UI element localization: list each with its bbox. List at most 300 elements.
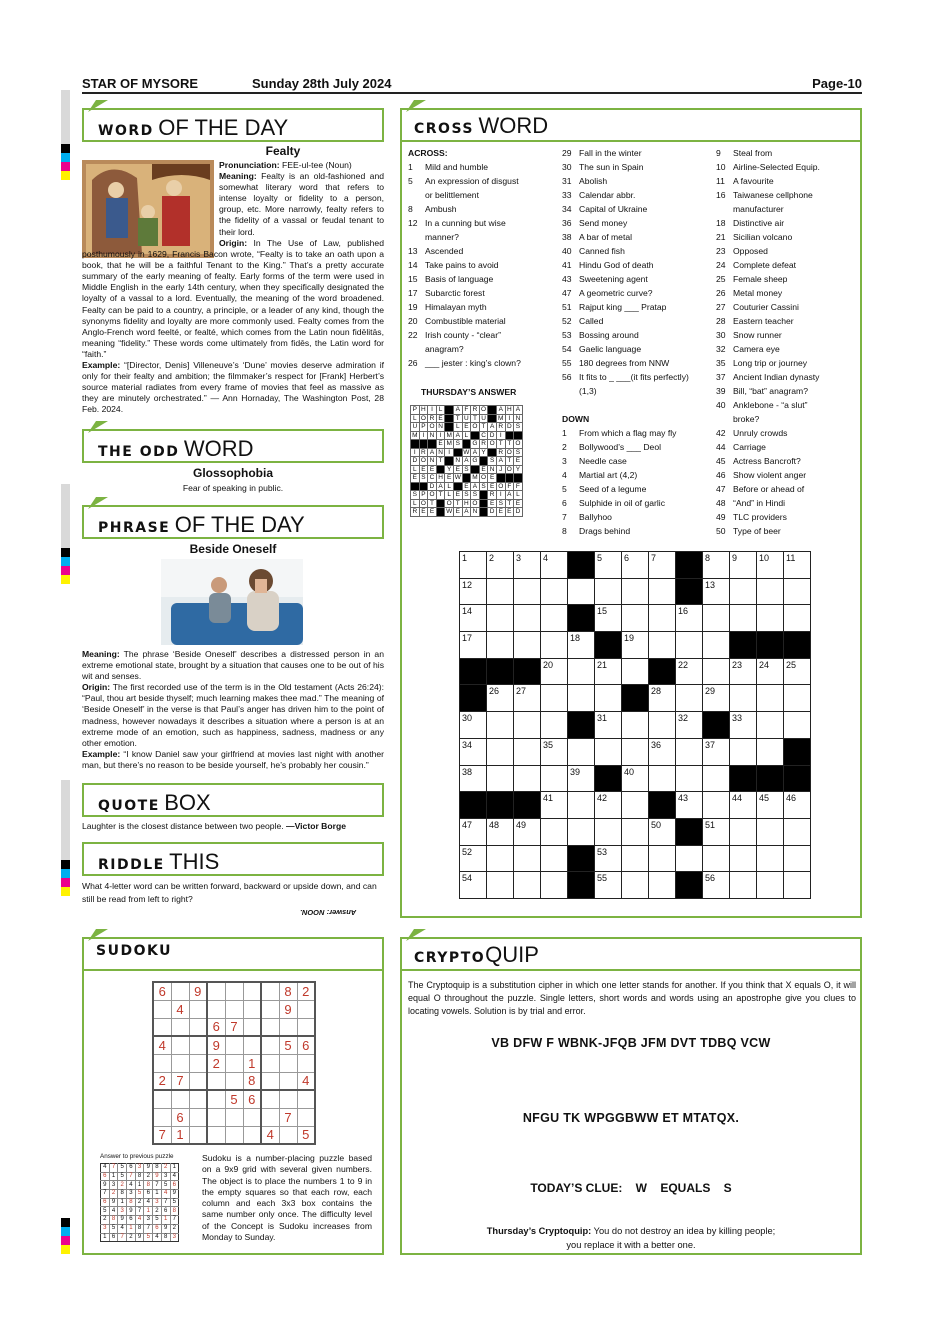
- sudoku-cell[interactable]: 5: [279, 1036, 297, 1054]
- sudoku-cell[interactable]: [279, 1018, 297, 1036]
- clue-number: 8: [408, 204, 413, 214]
- previous-answer-cell: 7: [161, 1198, 170, 1207]
- sudoku-cell[interactable]: [261, 1018, 279, 1036]
- crossword-cell[interactable]: 10: [757, 552, 784, 579]
- crossword-cell[interactable]: [784, 818, 811, 845]
- previous-answer-cell: 2: [144, 1172, 153, 1181]
- clue-text: or belittlement: [425, 190, 479, 200]
- crossword-cell[interactable]: [622, 712, 649, 739]
- crossword-cell[interactable]: [541, 712, 568, 739]
- answer-cell: E: [505, 508, 514, 517]
- clue: [408, 188, 558, 202]
- previous-answer-cell: 5: [144, 1233, 153, 1242]
- crossword-cell[interactable]: 34: [460, 738, 487, 765]
- sudoku-cell[interactable]: [243, 1108, 261, 1126]
- clue: [562, 384, 712, 398]
- sudoku-cell[interactable]: 9: [189, 982, 207, 1000]
- crossword-cell[interactable]: 39: [568, 765, 595, 792]
- crossword-cell[interactable]: [568, 685, 595, 712]
- crossword-cell[interactable]: [622, 578, 649, 605]
- clue-text: manner?: [425, 232, 459, 242]
- crossword-cell[interactable]: 45: [757, 792, 784, 819]
- crossword-cell[interactable]: [487, 605, 514, 632]
- crossword-cell[interactable]: 3: [514, 552, 541, 579]
- crossword-cell[interactable]: 32: [676, 712, 703, 739]
- sudoku-cell[interactable]: [261, 1090, 279, 1108]
- black-square: [487, 792, 514, 819]
- crossword-cell[interactable]: 35: [541, 738, 568, 765]
- sudoku-cell[interactable]: [207, 1072, 225, 1090]
- crossword-cell[interactable]: [514, 712, 541, 739]
- crossword-cell[interactable]: 53: [595, 845, 622, 872]
- clue-number: 6: [562, 498, 567, 508]
- crossword-cell[interactable]: 5: [595, 552, 622, 579]
- sudoku-cell[interactable]: 2: [207, 1054, 225, 1072]
- black-square: [676, 818, 703, 845]
- crossword-cell[interactable]: [487, 872, 514, 899]
- crossword-cell[interactable]: [649, 632, 676, 659]
- crossword-cell[interactable]: [757, 872, 784, 899]
- sudoku-cell[interactable]: [297, 1108, 315, 1126]
- previous-answer-cell: 3: [109, 1181, 118, 1190]
- crossword-cell[interactable]: 15: [595, 605, 622, 632]
- sudoku-cell[interactable]: 4: [261, 1126, 279, 1144]
- clue: [408, 202, 558, 216]
- clue: [562, 202, 712, 216]
- sudoku-cell[interactable]: [225, 1072, 243, 1090]
- sudoku-cell[interactable]: 7: [171, 1072, 189, 1090]
- sudoku-cell[interactable]: [225, 1108, 243, 1126]
- crossword-cell[interactable]: [622, 818, 649, 845]
- crossword-cell[interactable]: [568, 818, 595, 845]
- sudoku-cell[interactable]: 1: [171, 1126, 189, 1144]
- sudoku-cell[interactable]: 4: [171, 1000, 189, 1018]
- sudoku-cell[interactable]: [189, 1054, 207, 1072]
- sudoku-cell[interactable]: [153, 1000, 171, 1018]
- sudoku-cell[interactable]: [189, 1072, 207, 1090]
- crossword-cell[interactable]: 56: [703, 872, 730, 899]
- sudoku-cell[interactable]: [207, 982, 225, 1000]
- black-square: [784, 632, 811, 659]
- answer-cell: E: [428, 465, 437, 474]
- sudoku-cell[interactable]: 8: [279, 982, 297, 1000]
- clue: [716, 216, 856, 230]
- previous-answer-cell: 8: [135, 1172, 144, 1181]
- crossword-cell[interactable]: 2: [487, 552, 514, 579]
- crossword-cell[interactable]: [595, 685, 622, 712]
- sudoku-cell[interactable]: [153, 1108, 171, 1126]
- sudoku-cell[interactable]: [297, 1018, 315, 1036]
- answer-cell: M: [472, 474, 478, 482]
- crossword-cell[interactable]: [730, 818, 757, 845]
- answer-cell: T: [471, 414, 480, 423]
- across-clues-col1: [408, 146, 558, 370]
- crossword-cell[interactable]: 40: [622, 765, 649, 792]
- sudoku-cell[interactable]: [297, 1090, 315, 1108]
- answer-cell: I: [411, 448, 420, 457]
- clue-text: Metal money: [733, 288, 783, 298]
- sudoku-cell[interactable]: [261, 1036, 279, 1054]
- crossword-cell[interactable]: [487, 712, 514, 739]
- sudoku-tab: [82, 937, 384, 971]
- crossword-cell[interactable]: 49: [514, 818, 541, 845]
- tab-title: QUIP: [485, 942, 539, 967]
- cipher-line-1: VB DFW F WBNK-JFQB JFM DVT TDBQ VCW: [491, 1036, 771, 1050]
- crossword-cell[interactable]: 12: [460, 578, 487, 605]
- crossword-cell[interactable]: [757, 818, 784, 845]
- sudoku-cell[interactable]: [189, 1090, 207, 1108]
- thursday-cryptoquip: [400, 1226, 862, 1236]
- sudoku-cell[interactable]: [189, 1108, 207, 1126]
- black-square: [595, 632, 622, 659]
- sudoku-cell[interactable]: [261, 1072, 279, 1090]
- crossword-cell[interactable]: 51: [703, 818, 730, 845]
- crossword-cell[interactable]: 38: [460, 765, 487, 792]
- crossword-cell[interactable]: 13: [703, 578, 730, 605]
- answer-cell: G: [472, 440, 478, 448]
- previous-answer-cell: 9: [101, 1181, 110, 1190]
- crossword-cell[interactable]: [541, 685, 568, 712]
- answer-cell: P: [411, 406, 420, 415]
- crossword-cell[interactable]: [703, 605, 730, 632]
- sudoku-cell[interactable]: [261, 1108, 279, 1126]
- crossword-cell[interactable]: [649, 765, 676, 792]
- answer-cell: J: [496, 465, 505, 474]
- crossword-cell[interactable]: [703, 658, 730, 685]
- crossword-cell[interactable]: [622, 872, 649, 899]
- answer-cell: A: [471, 482, 480, 491]
- previous-answer-cell: 8: [161, 1233, 170, 1242]
- crossword-cell[interactable]: 44: [730, 792, 757, 819]
- crossword-cell[interactable]: [730, 738, 757, 765]
- crossword-cell[interactable]: [514, 738, 541, 765]
- crossword-cell[interactable]: 21: [595, 658, 622, 685]
- clue-number: 47: [562, 288, 572, 298]
- crossword-cell[interactable]: 25: [784, 658, 811, 685]
- answer-cell: I: [505, 414, 514, 423]
- sudoku-cell[interactable]: [207, 1000, 225, 1018]
- crossword-cell[interactable]: [784, 685, 811, 712]
- sudoku-cell[interactable]: [171, 1054, 189, 1072]
- clue-number: 25: [716, 274, 726, 284]
- crossword-cell[interactable]: 30: [460, 712, 487, 739]
- issue-date: Sunday 28th July 2024: [252, 76, 392, 91]
- crossword-cell[interactable]: [622, 658, 649, 685]
- previous-answer-cell: 4: [109, 1207, 118, 1216]
- crossword-cell[interactable]: [568, 578, 595, 605]
- clue-number: 43: [562, 274, 572, 284]
- crossword-cell[interactable]: [487, 765, 514, 792]
- crossword-cell[interactable]: 31: [595, 712, 622, 739]
- crossword-cell[interactable]: [514, 605, 541, 632]
- clue: [562, 454, 712, 468]
- crossword-cell[interactable]: [541, 818, 568, 845]
- down-clues-col2: [562, 412, 712, 538]
- sudoku-cell[interactable]: [225, 1126, 243, 1144]
- sudoku-cell[interactable]: 6: [171, 1108, 189, 1126]
- crossword-cell[interactable]: [676, 632, 703, 659]
- crossword-cell[interactable]: [514, 872, 541, 899]
- crossword-cell[interactable]: 37: [703, 738, 730, 765]
- previous-answer-cell: 8: [127, 1198, 136, 1207]
- sudoku-cell[interactable]: [243, 982, 261, 1000]
- crossword-cell[interactable]: 6: [622, 552, 649, 579]
- sudoku-cell[interactable]: 2: [297, 982, 315, 1000]
- crossword-cell[interactable]: 23: [730, 658, 757, 685]
- sudoku-cell[interactable]: 9: [207, 1036, 225, 1054]
- answer-cell: O: [429, 423, 435, 431]
- crossword-cell[interactable]: [676, 765, 703, 792]
- crossword-cell[interactable]: 55: [595, 872, 622, 899]
- sudoku-cell[interactable]: 6: [243, 1090, 261, 1108]
- crossword-cell[interactable]: [757, 605, 784, 632]
- sudoku-cell[interactable]: [207, 1126, 225, 1144]
- crossword-cell[interactable]: 22: [676, 658, 703, 685]
- thursday-answer-heading: THURSDAY’S ANSWER: [421, 387, 517, 397]
- sudoku-cell[interactable]: [207, 1108, 225, 1126]
- crossword-cell[interactable]: 48: [487, 818, 514, 845]
- sudoku-cell[interactable]: [279, 1054, 297, 1072]
- phrase-meaning: The phrase ‘Beside Oneself’ describes a distressed person in an extreme emotional state, brought by a situation that causes one to be out of his wit and senses.: [82, 649, 384, 682]
- sudoku-cell[interactable]: [171, 1090, 189, 1108]
- previous-answer-cell: 2: [101, 1216, 110, 1225]
- crossword-cell[interactable]: 52: [460, 845, 487, 872]
- crossword-cell[interactable]: [622, 605, 649, 632]
- crossword-cell[interactable]: 41: [541, 792, 568, 819]
- clue-text: Needle case: [579, 456, 627, 466]
- sudoku-cell[interactable]: [243, 1000, 261, 1018]
- crossword-cell[interactable]: [784, 578, 811, 605]
- sudoku-cell[interactable]: [225, 1054, 243, 1072]
- crossword-cell[interactable]: [676, 738, 703, 765]
- crossword-cell[interactable]: [514, 632, 541, 659]
- previous-answer-cell: 5: [118, 1172, 127, 1181]
- crossword-cell[interactable]: [541, 872, 568, 899]
- crossword-cell[interactable]: 16: [676, 605, 703, 632]
- sudoku-cell[interactable]: 5: [297, 1126, 315, 1144]
- sudoku-cell[interactable]: [189, 1126, 207, 1144]
- sudoku-cell[interactable]: 9: [279, 1000, 297, 1018]
- crossword-cell[interactable]: [541, 765, 568, 792]
- crossword-cell[interactable]: [757, 845, 784, 872]
- answer-cell: I: [496, 491, 505, 500]
- crossword-cell[interactable]: 18: [568, 632, 595, 659]
- crossword-tab: [400, 108, 862, 142]
- sudoku-cell[interactable]: [171, 1018, 189, 1036]
- sudoku-cell[interactable]: 7: [225, 1018, 243, 1036]
- crossword-cell[interactable]: 9: [730, 552, 757, 579]
- crossword-cell[interactable]: [784, 872, 811, 899]
- sudoku-cell[interactable]: 8: [243, 1072, 261, 1090]
- crossword-cell[interactable]: 28: [649, 685, 676, 712]
- sudoku-cell[interactable]: [189, 1036, 207, 1054]
- crossword-cell[interactable]: [730, 685, 757, 712]
- crossword-cell[interactable]: [595, 578, 622, 605]
- sudoku-cell[interactable]: 4: [153, 1036, 171, 1054]
- clue-text: Subarctic forest: [425, 288, 485, 298]
- crossword-cell[interactable]: [514, 845, 541, 872]
- sudoku-cell[interactable]: [171, 1036, 189, 1054]
- sudoku-cell[interactable]: 6: [207, 1018, 225, 1036]
- sudoku-cell[interactable]: [261, 1000, 279, 1018]
- crossword-cell[interactable]: [487, 738, 514, 765]
- crossword-cell[interactable]: 27: [514, 685, 541, 712]
- clue-text: Calendar abbr.: [579, 190, 636, 200]
- clue-text: A geometric curve?: [579, 288, 653, 298]
- clue-number: 37: [716, 372, 726, 382]
- color-mark: [61, 1218, 70, 1227]
- crossword-cell[interactable]: 14: [460, 605, 487, 632]
- crossword-cell[interactable]: [649, 605, 676, 632]
- black-square: [436, 465, 445, 474]
- crossword-cell[interactable]: [757, 738, 784, 765]
- crossword-cell[interactable]: [487, 632, 514, 659]
- crossword-cell[interactable]: [730, 845, 757, 872]
- black-square: [730, 632, 757, 659]
- clue-text: Ballyhoo: [579, 512, 612, 522]
- sudoku-cell[interactable]: [261, 1054, 279, 1072]
- crossword-cell[interactable]: [784, 845, 811, 872]
- sudoku-cell[interactable]: [225, 1000, 243, 1018]
- crossword-cell[interactable]: 26: [487, 685, 514, 712]
- answer-cell: E: [445, 474, 454, 483]
- black-square: [453, 482, 462, 491]
- crossword-cell[interactable]: 54: [460, 872, 487, 899]
- previous-answer-cell: 7: [127, 1172, 136, 1181]
- crossword-cell[interactable]: 29: [703, 685, 730, 712]
- sudoku-cell[interactable]: [171, 982, 189, 1000]
- sudoku-cell[interactable]: 6: [297, 1036, 315, 1054]
- crossword-cell[interactable]: 11: [784, 552, 811, 579]
- word-pronunciation-meaning: [219, 160, 384, 238]
- sudoku-cell[interactable]: 1: [243, 1054, 261, 1072]
- sudoku-cell[interactable]: [243, 1036, 261, 1054]
- clue: [562, 440, 712, 454]
- crossword-cell[interactable]: [649, 845, 676, 872]
- riddle-tab: [82, 842, 384, 876]
- sudoku-cell[interactable]: [153, 1090, 171, 1108]
- crossword-cell[interactable]: [757, 578, 784, 605]
- crossword-cell[interactable]: 17: [460, 632, 487, 659]
- label: Origin:: [82, 682, 111, 693]
- sudoku-cell[interactable]: [279, 1090, 297, 1108]
- sudoku-cell[interactable]: [297, 1000, 315, 1018]
- crossword-cell[interactable]: 43: [676, 792, 703, 819]
- crossword-cell[interactable]: [595, 738, 622, 765]
- crossword-cell[interactable]: 50: [649, 818, 676, 845]
- crossword-cell[interactable]: [541, 845, 568, 872]
- crossword-cell[interactable]: [541, 632, 568, 659]
- crossword-cell[interactable]: [622, 845, 649, 872]
- sudoku-cell[interactable]: [279, 1126, 297, 1144]
- crossword-cell[interactable]: [703, 792, 730, 819]
- crossword-cell[interactable]: 24: [757, 658, 784, 685]
- clue-text: Sicilian volcano: [733, 232, 793, 242]
- sudoku-cell[interactable]: [261, 982, 279, 1000]
- crossword-cell[interactable]: [541, 578, 568, 605]
- clue: [716, 146, 856, 160]
- crossword-cell[interactable]: 19: [622, 632, 649, 659]
- crossword-cell[interactable]: [595, 818, 622, 845]
- crossword-cell[interactable]: [703, 845, 730, 872]
- crossword-cell[interactable]: [514, 578, 541, 605]
- crossword-cell[interactable]: 4: [541, 552, 568, 579]
- sudoku-cell[interactable]: [189, 1018, 207, 1036]
- crossword-cell[interactable]: [730, 605, 757, 632]
- clue-text: Long trip or journey: [733, 358, 808, 368]
- sudoku-cell[interactable]: 6: [153, 982, 171, 1000]
- crossword-cell[interactable]: [568, 658, 595, 685]
- answer-cell: A: [505, 491, 514, 500]
- sudoku-cell[interactable]: [297, 1054, 315, 1072]
- sudoku-cell[interactable]: [279, 1072, 297, 1090]
- crossword-cell[interactable]: [784, 605, 811, 632]
- answer-cell: S: [462, 491, 471, 500]
- clue-number: 23: [716, 246, 726, 256]
- sudoku-cell[interactable]: [207, 1090, 225, 1108]
- crossword-cell[interactable]: 1: [460, 552, 487, 579]
- crossword-cell[interactable]: 7: [649, 552, 676, 579]
- crossword-cell[interactable]: 33: [730, 712, 757, 739]
- crossword-cell[interactable]: [514, 765, 541, 792]
- crossword-cell[interactable]: [622, 792, 649, 819]
- crossword-cell[interactable]: 47: [460, 818, 487, 845]
- clue-text: manufacturer: [733, 204, 784, 214]
- black-square: [568, 605, 595, 632]
- thursday-solution: You do not destroy an idea by killing people;: [591, 1226, 776, 1236]
- crossword-cell[interactable]: [487, 845, 514, 872]
- sudoku-cell[interactable]: 5: [225, 1090, 243, 1108]
- sudoku-cell[interactable]: 7: [279, 1108, 297, 1126]
- sudoku-cell[interactable]: 4: [297, 1072, 315, 1090]
- crossword-cell[interactable]: [676, 845, 703, 872]
- sudoku-cell[interactable]: [153, 1018, 171, 1036]
- crossword-cell[interactable]: 36: [649, 738, 676, 765]
- crossword-cell[interactable]: 20: [541, 658, 568, 685]
- crossword-cell[interactable]: 42: [595, 792, 622, 819]
- crossword-cell[interactable]: [757, 685, 784, 712]
- crossword-cell[interactable]: [730, 872, 757, 899]
- crossword-cell[interactable]: [568, 738, 595, 765]
- sudoku-cell[interactable]: [189, 1000, 207, 1018]
- crossword-cell[interactable]: [649, 712, 676, 739]
- sudoku-cell[interactable]: [243, 1018, 261, 1036]
- crossword-cell[interactable]: [649, 872, 676, 899]
- crossword-cell[interactable]: [541, 605, 568, 632]
- crossword-cell[interactable]: [703, 765, 730, 792]
- sudoku-cell[interactable]: 2: [153, 1072, 171, 1090]
- crossword-cell[interactable]: [622, 738, 649, 765]
- sudoku-cell[interactable]: [225, 982, 243, 1000]
- crossword-cell[interactable]: [703, 632, 730, 659]
- clue-text: Seed of a legume: [579, 484, 647, 494]
- crossword-cell[interactable]: [649, 578, 676, 605]
- crossword-cell[interactable]: [487, 578, 514, 605]
- sudoku-cell[interactable]: [153, 1054, 171, 1072]
- sudoku-cell[interactable]: 7: [153, 1126, 171, 1144]
- crossword-cell[interactable]: [568, 792, 595, 819]
- crossword-cell[interactable]: 46: [784, 792, 811, 819]
- sudoku-cell[interactable]: [243, 1126, 261, 1144]
- crossword-cell[interactable]: 8: [703, 552, 730, 579]
- crossword-cell[interactable]: [676, 685, 703, 712]
- crossword-cell[interactable]: [730, 578, 757, 605]
- previous-answer-cell: 2: [135, 1198, 144, 1207]
- sudoku-cell[interactable]: [225, 1036, 243, 1054]
- black-square: [462, 474, 471, 483]
- crossword-cell[interactable]: [757, 712, 784, 739]
- crossword-cell[interactable]: [784, 712, 811, 739]
